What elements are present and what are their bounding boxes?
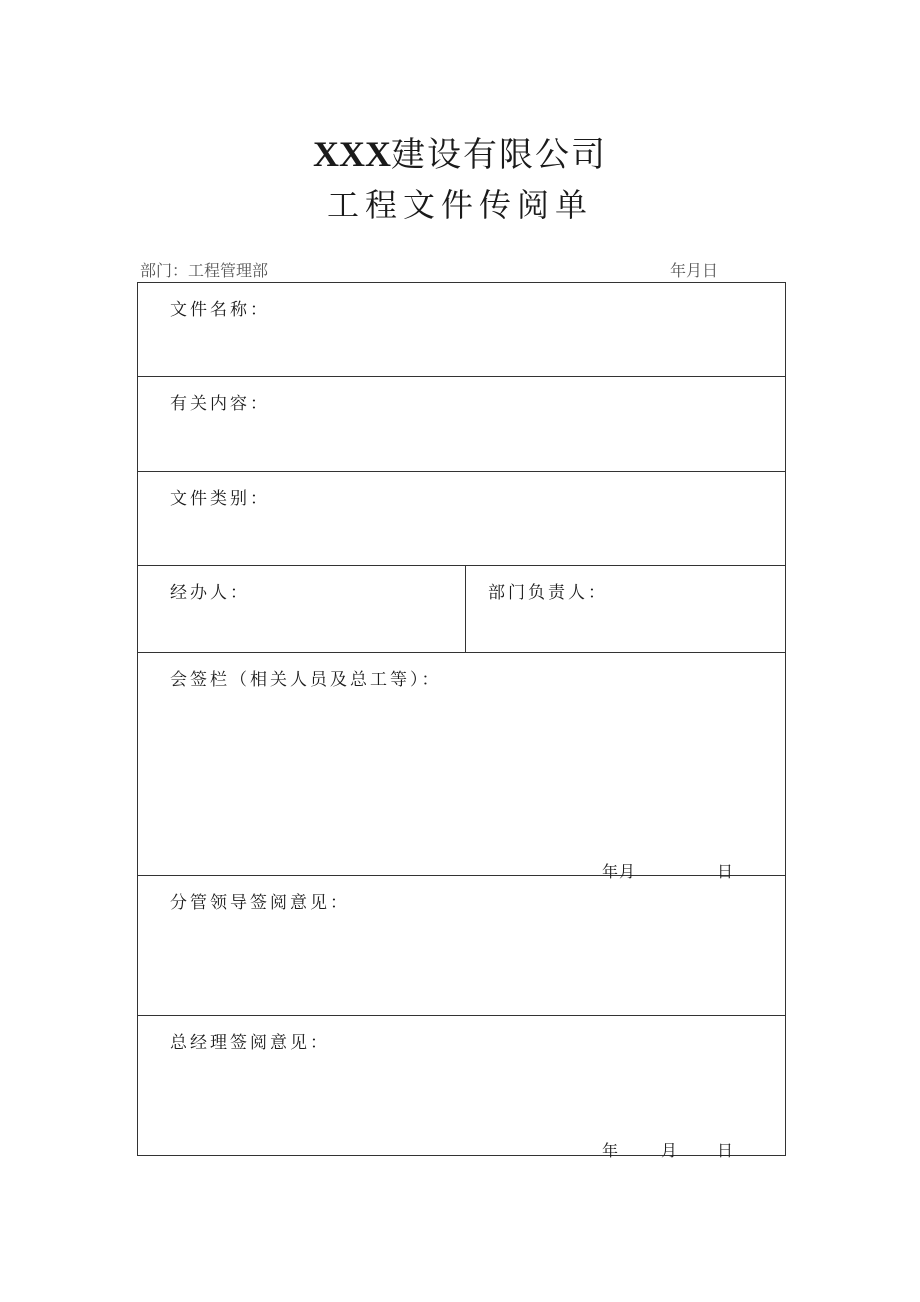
file-category-row[interactable]	[138, 472, 785, 566]
general-manager-year: 年	[602, 1141, 619, 1160]
company-brand: XXX	[313, 134, 391, 174]
file-name-label: 文件名称：	[170, 300, 270, 320]
company-name-rest: 建设有限公司	[391, 135, 607, 175]
division-leader-row[interactable]	[138, 876, 785, 1016]
file-name-row[interactable]	[138, 283, 785, 377]
general-manager-day: 日	[717, 1141, 734, 1160]
general-manager-label: 总经理签阅意见：	[170, 1033, 330, 1053]
countersign-day: 日	[717, 862, 734, 881]
countersign-row[interactable]	[138, 653, 785, 881]
countersign-label: 会签栏（相关人员及总工等）：	[170, 670, 442, 690]
division-leader-label: 分管领导签阅意见：	[170, 893, 350, 913]
related-content-row[interactable]	[138, 377, 785, 472]
circulation-form-table	[137, 282, 786, 1160]
department-field: 部门：工程管理部	[140, 263, 269, 280]
general-manager-row[interactable]	[138, 1016, 785, 1160]
dept-head-cell[interactable]	[466, 566, 785, 652]
handler-label: 经办人：	[170, 583, 250, 603]
countersign-year: 年	[602, 862, 619, 881]
related-content-label: 有关内容：	[170, 394, 270, 414]
document-title: 工程文件传阅单	[326, 186, 593, 224]
company-title	[0, 132, 920, 177]
dept-head-label: 部门负责人：	[488, 583, 608, 603]
file-category-label: 文件类别：	[170, 489, 270, 509]
handler-cell[interactable]	[138, 566, 465, 652]
header-date-field: 年月日	[670, 263, 719, 280]
countersign-month: 月	[619, 862, 636, 881]
handler-row	[138, 566, 785, 653]
general-manager-month: 月	[661, 1141, 678, 1160]
